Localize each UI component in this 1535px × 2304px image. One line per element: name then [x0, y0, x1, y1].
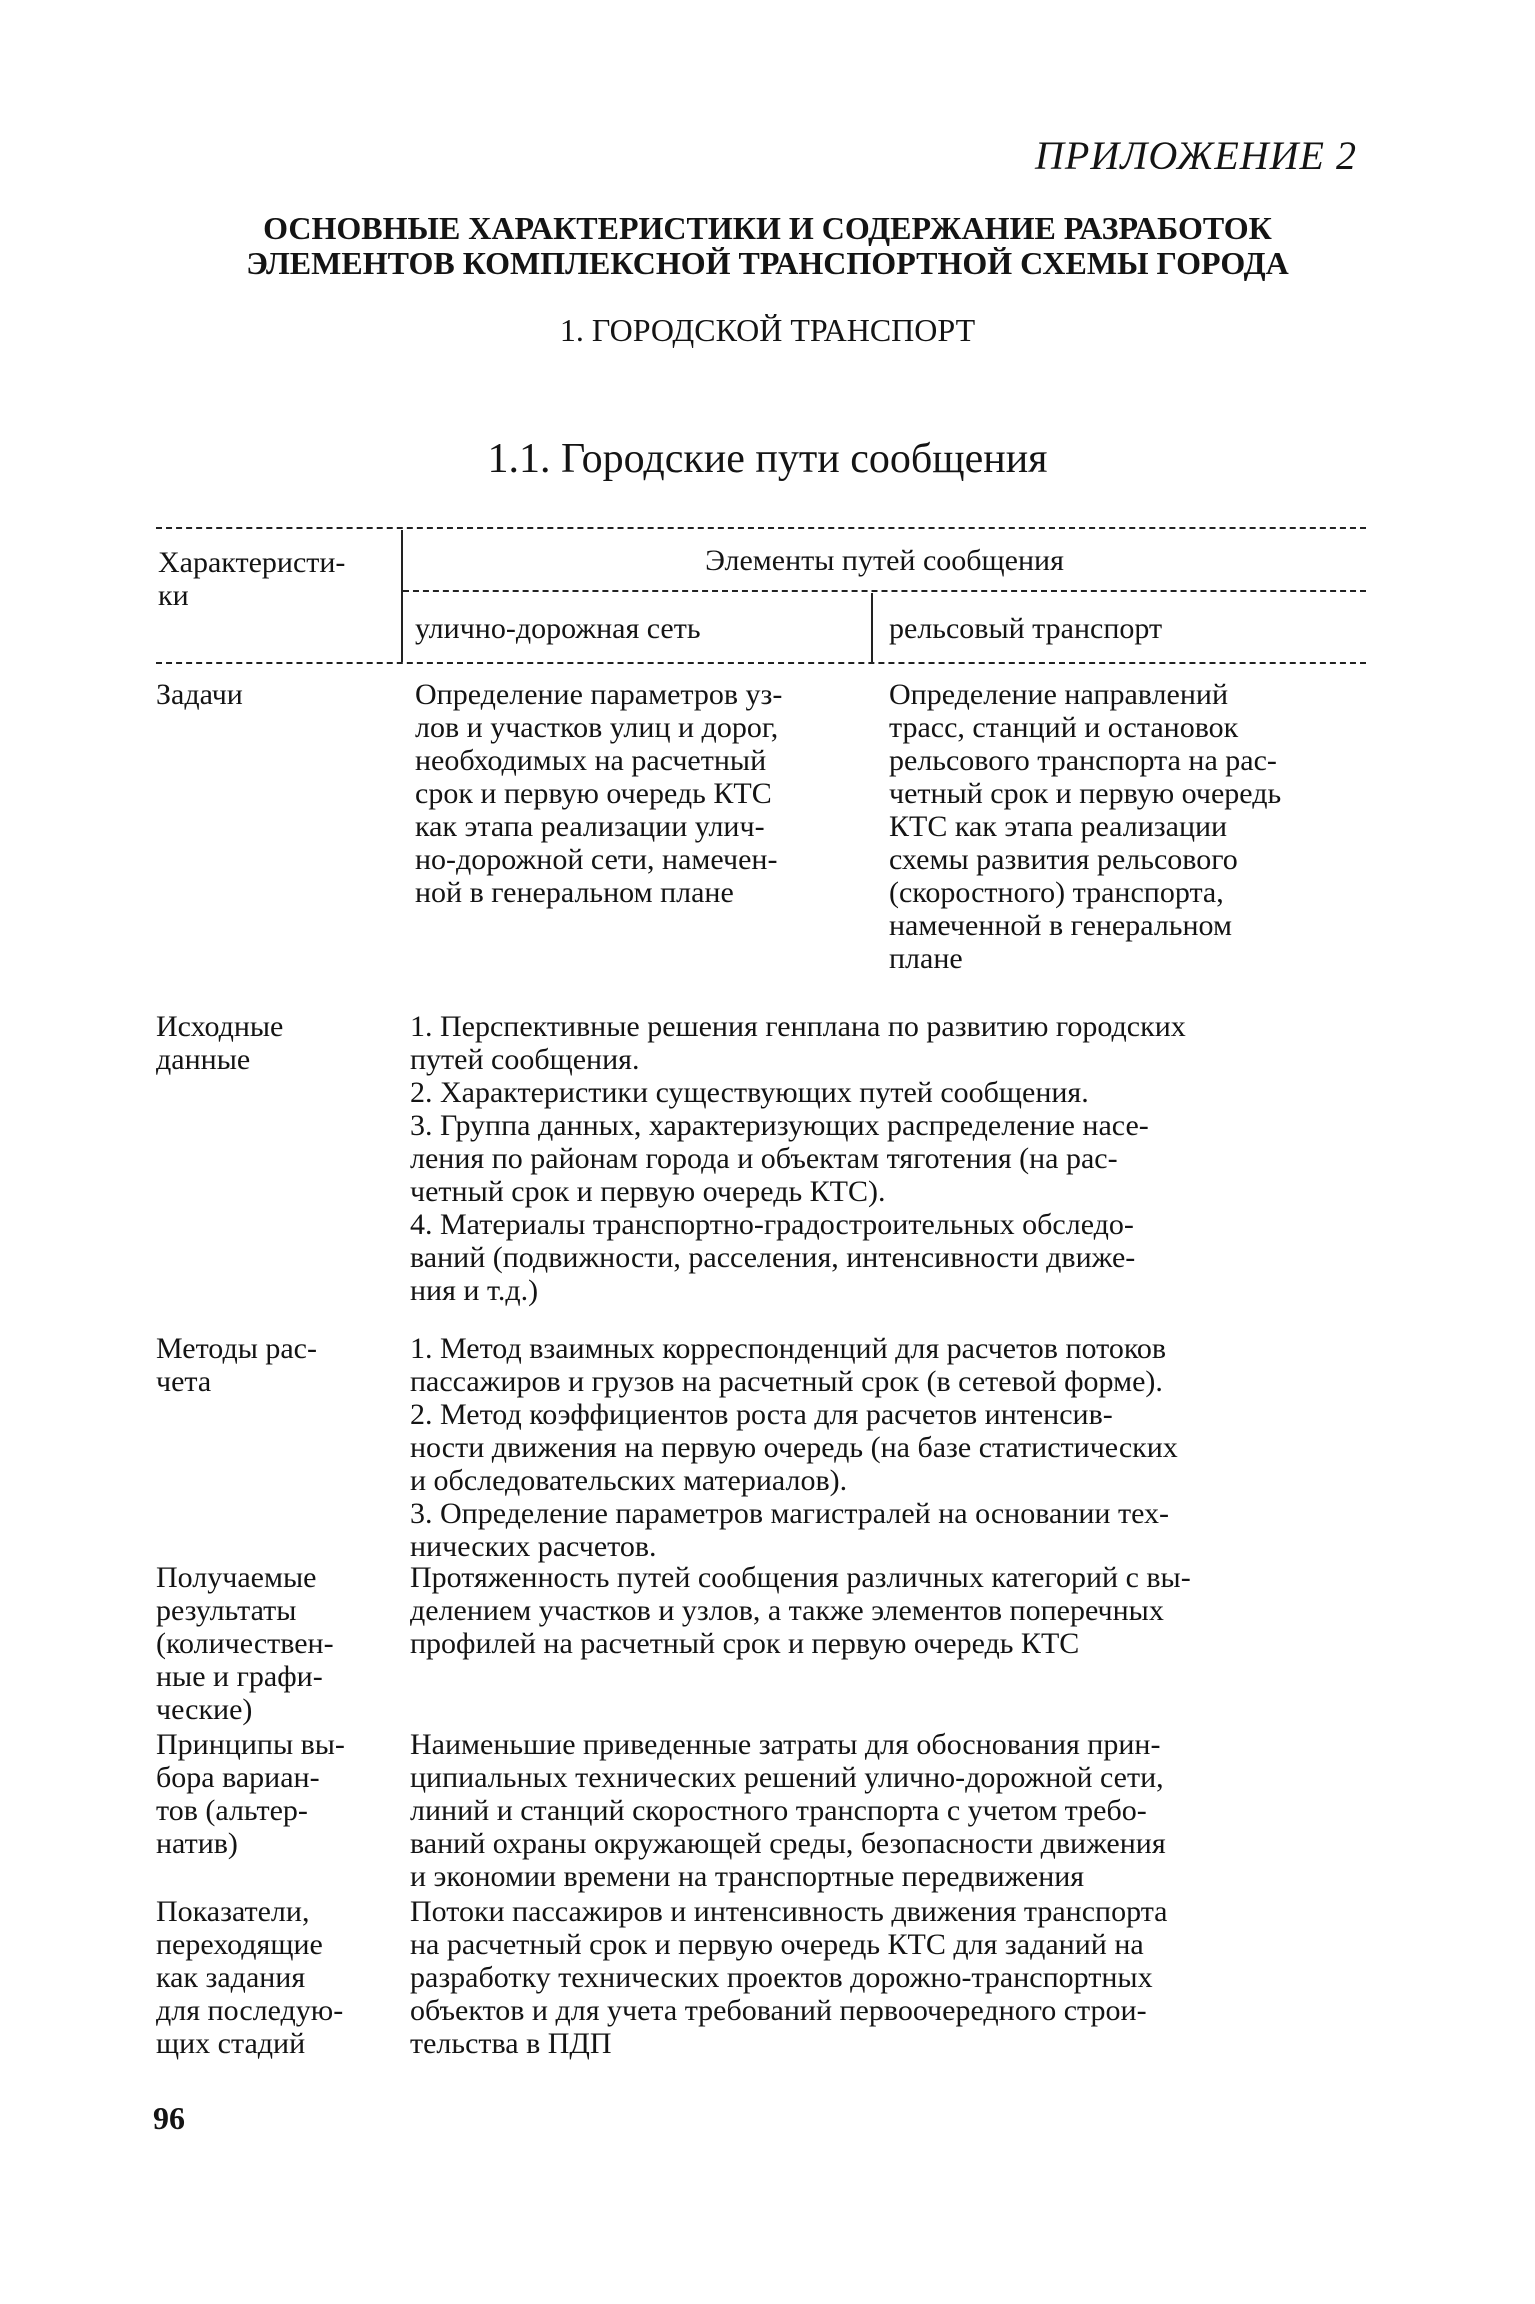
- header-mid-rule: [403, 590, 1366, 592]
- header-rail-transport: рельсовый транспорт: [889, 612, 1163, 645]
- tasks-rail-text: Определение направлений трасс, станций и остановок рельсового транспорта на рас- четный срок и первую очередь КТС как этапа реализации схемы развития рельсового (скоростного) транспорта, намеченной в генеральном плане: [889, 678, 1282, 975]
- header-bottom-rule: [156, 662, 1366, 664]
- calc-methods-text: 1. Метод взаимных корреспонденций для расчетов потоков пассажиров и грузов на расчетный срок (в сетевой форме). 2. Метод коэффициентов роста для расчетов интенсив- ности движения на первую очередь (на базе статистических и обследовательских материалов). 3. Определение параметров магистралей на основании тех- нических расчетов.: [410, 1332, 1178, 1563]
- results-text: Протяженность путей сообщения различных категорий с вы- делением участков и узлов, а также элементов поперечных профилей на расчетный срок и первую очередь КТС: [410, 1561, 1191, 1660]
- selection-principles-text: Наименьшие приведенные затраты для обоснования прин- ципиальных технических решений улично-дорожной сети, линий и станций скоростного транспорта с учетом требо- ваний охраны окружающей среды, безопасности движения и экономии времени на транспортные передвижения: [410, 1728, 1166, 1893]
- tasks-street-text: Определение параметров уз- лов и участков улиц и дорог, необходимых на расчетный срок и первую очередь КТС как этапа реализации улич- но-дорожной сети, намечен- ной в генеральном плане: [415, 678, 783, 909]
- appendix-label: ПРИЛОЖЕНИЕ 2: [1035, 133, 1357, 178]
- section-title: 1. ГОРОДСКОЙ ТРАНСПОРТ: [559, 312, 976, 348]
- table-top-rule: [156, 527, 1366, 529]
- subsection-title: 1.1. Городские пути сообщения: [487, 436, 1048, 482]
- row-label-source-data: Исходные данные: [156, 1010, 284, 1076]
- row-label-results: Получаемые результаты (количествен- ные и графи- ческие): [156, 1561, 334, 1726]
- document-title-line-1: ОСНОВНЫЕ ХАРАКТЕРИСТИКИ И СОДЕРЖАНИЕ РАЗРАБОТОК: [263, 210, 1272, 246]
- row-label-tasks: Задачи: [156, 678, 243, 711]
- row-label-calc-methods: Методы рас- чета: [156, 1332, 317, 1398]
- header-divider-right: [871, 593, 873, 662]
- row-label-selection-principles: Принципы вы- бора вариан- тов (альтер- натив): [156, 1728, 345, 1860]
- page-number: 96: [153, 2100, 185, 2136]
- document-title-line-2: ЭЛЕМЕНТОВ КОМПЛЕКСНОЙ ТРАНСПОРТНОЙ СХЕМЫ ГОРОДА: [246, 245, 1289, 281]
- header-elements: Элементы путей сообщения: [705, 544, 1064, 577]
- header-street-network: улично-дорожная сеть: [415, 612, 701, 645]
- indicators-text: Потоки пассажиров и интенсивность движения транспорта на расчетный срок и первую очередь КТС для заданий на разработку технических проектов дорожно-транспортных объектов и для учета требований первоочередного строи- тельства в ПДП: [410, 1895, 1168, 2060]
- source-data-text: 1. Перспективные решения генплана по развитию городских путей сообщения. 2. Характеристики существующих путей сообщения. 3. Группа данных, характеризующих распределение насе- ления по районам города и объектам тяготения (на рас- четный срок и первую очередь КТС). 4. Материалы транспортно-градостроительных обследо- ваний (подвижности, расселения, интенсивности движе- ния и т.д.): [410, 1010, 1186, 1307]
- header-characteristics: Характеристи- ки: [158, 546, 346, 612]
- row-label-indicators: Показатели, переходящие как задания для последую- щих стадий: [156, 1895, 344, 2060]
